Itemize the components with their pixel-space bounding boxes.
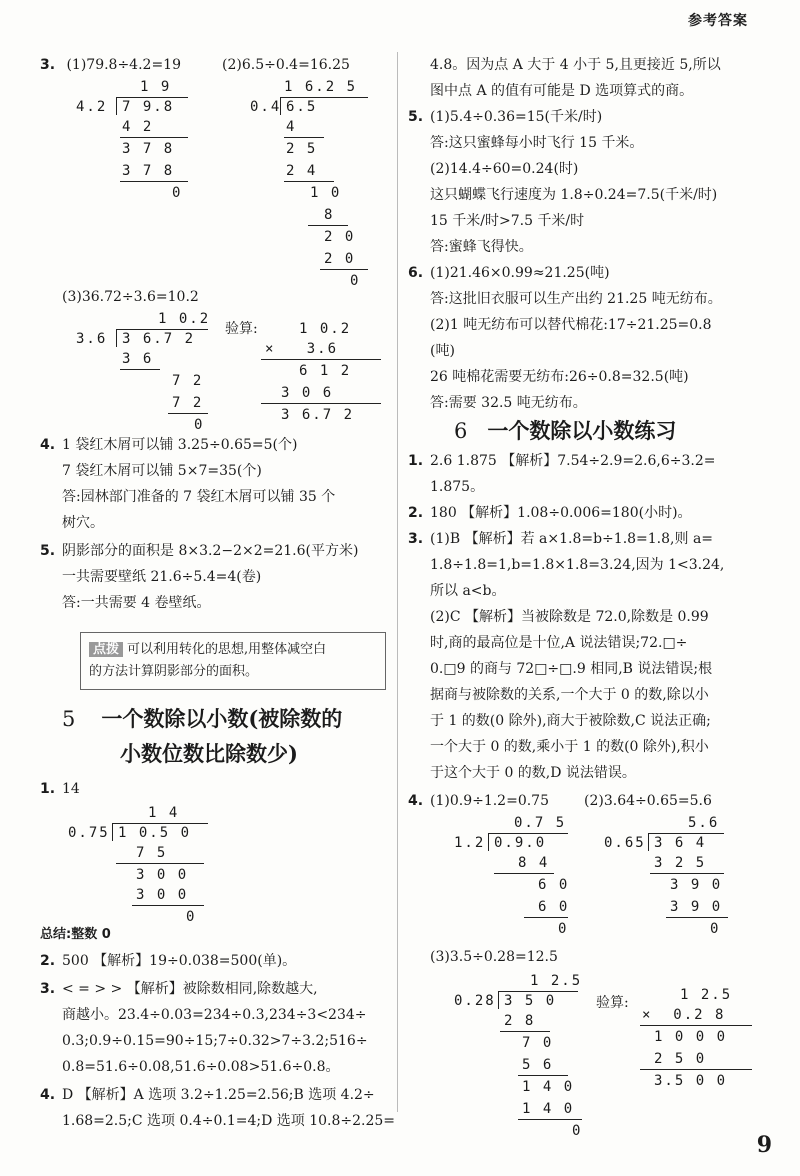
dividend: 0.9.0 — [494, 835, 547, 851]
quotient: 1 4 — [148, 805, 180, 821]
continuation — [408, 52, 721, 104]
page-number: 9 — [756, 1132, 772, 1158]
remainder: 0 — [558, 921, 569, 937]
question-number: 2. — [408, 505, 424, 521]
check-label: 验算: — [225, 321, 258, 337]
q-text: 0.□9 的商与 72□÷□.9 相同,B 说法错误;根 — [430, 661, 713, 677]
divisor: 4.2 — [76, 99, 108, 115]
check-row: × 0.2 8 — [642, 1007, 726, 1023]
q-text: (2)1 吨无纺布可以替代棉花:17÷21.25=0.8 — [430, 317, 712, 333]
page-header — [0, 0, 800, 40]
q-text: 据商与被除数的关系,一个大于 0 的数,除以小 — [430, 687, 709, 703]
check-row: 1 2.5 — [680, 987, 733, 1003]
divisor: 3.6 — [76, 331, 108, 347]
question-number: 1. — [408, 453, 424, 469]
q-text: 26 吨棉花需要无纺布:26÷0.8=32.5(吨) — [430, 369, 689, 385]
check-row: 3 6.7 2 — [281, 407, 355, 423]
check-underline — [640, 1025, 752, 1026]
question-number: 4. — [40, 1087, 56, 1103]
q-line — [40, 976, 368, 1002]
q-line — [408, 448, 716, 474]
tip-text: 的方法计算阴影部分的面积。 — [89, 664, 259, 679]
question-number: 4. — [40, 437, 56, 453]
q4-part2: (2)3.64÷0.65=5.6 — [584, 793, 712, 809]
q-text: 500 【解析】19÷0.038=500(单)。 — [62, 953, 297, 969]
q-text: 答:这只蜜蜂每小时飞行 15 千米。 — [430, 135, 644, 151]
step-row: 3 6 — [122, 351, 154, 367]
division-bracket — [112, 823, 113, 841]
step-underline — [500, 1031, 550, 1032]
step-underline — [524, 917, 568, 918]
q4-part1: (1)0.9÷1.2=0.75 — [430, 793, 549, 809]
section-6-title — [454, 414, 676, 448]
q-text: 15 千米/时>7.5 千米/时 — [430, 213, 585, 229]
step-row: 3 0 0 — [136, 887, 189, 903]
q-text: (1)5.4÷0.36=15(千米/时) — [430, 109, 603, 125]
step-row: 7 2 — [172, 395, 204, 411]
s6-question-3 — [408, 526, 724, 786]
dividend: 3 6 4 — [654, 835, 707, 851]
quotient: 5.6 — [688, 815, 720, 831]
q-text: (1)21.46×0.99≈21.25(吨) — [430, 265, 610, 281]
step-row: 1 4 0 — [522, 1101, 575, 1117]
question-number: 3. — [408, 531, 424, 547]
long-division-5 — [454, 814, 584, 944]
step-underline — [518, 1119, 582, 1120]
q-text: 商越小。23.4÷0.03=234÷0.3,234÷3<234÷ — [62, 1007, 367, 1023]
q3-part3: (3)36.72÷3.6=10.2 — [62, 289, 199, 305]
q-text: 1.8÷1.8=1,b=1.8×1.8=3.24,因为 1<3.24, — [430, 557, 725, 573]
check-row: 6 1 2 — [299, 363, 352, 379]
q4-text: 7 袋红木屑可以铺 5×7=35(个) — [62, 463, 262, 479]
question-number: 4. — [408, 793, 424, 809]
check-row: × 3.6 — [265, 341, 339, 357]
q-text: 1.68=2.5;C 选项 0.4÷0.1=4;D 选项 10.8÷2.25= — [62, 1113, 396, 1129]
long-division-2 — [250, 78, 380, 318]
q-text: 180 【解析】1.08÷0.006=180(小时)。 — [430, 505, 692, 521]
check-label: 验算: — [596, 995, 629, 1011]
division-bracket — [116, 329, 117, 347]
step-row: 7 2 — [172, 373, 204, 389]
section-5-title-line2: 小数位数比除数少) — [120, 741, 298, 766]
step-row: 8 — [324, 207, 335, 223]
q-text: (2)C 【解析】当被除数是 72.0,除数是 0.99 — [430, 609, 709, 625]
step-row: 5 6 — [522, 1057, 554, 1073]
q4-text: 答:园林部门准备的 7 袋红木屑可以铺 35 个 — [62, 489, 336, 505]
check-row: 2 5 0 — [654, 1051, 707, 1067]
step-row: 4 2 — [122, 119, 154, 135]
check-row: 1 0.2 — [299, 321, 352, 337]
check-underline — [261, 359, 381, 360]
step-row: 4 — [286, 119, 297, 135]
q-text: 2.6 1.875 【解析】7.54÷2.9=2.6,6÷3.2= — [430, 453, 716, 469]
quotient: 1 9 — [140, 79, 172, 95]
q-text: (1)B 【解析】若 a×1.8=b÷1.8=1.8,则 a= — [430, 531, 714, 547]
verification-1 — [225, 318, 385, 438]
column-divider — [397, 52, 398, 1112]
long-division-1 — [76, 78, 196, 228]
question-number: 6. — [408, 265, 424, 281]
step-underline — [120, 181, 188, 182]
section-title-line1: 一个数除以小数(被除数的 — [101, 706, 343, 731]
q-text: 0.8=51.6÷0.08,51.6÷0.08>51.6÷0.8。 — [62, 1059, 340, 1075]
q-text: 于 1 的数(0 除外),商大于被除数,C 说法正确; — [430, 713, 711, 729]
quotient: 1 0.2 — [158, 311, 211, 327]
divisor: 0.28 — [454, 993, 496, 1009]
long-division-3 — [76, 310, 226, 440]
step-underline — [168, 413, 208, 414]
answer: 14 — [62, 781, 80, 797]
step-underline — [284, 181, 334, 182]
step-underline — [494, 873, 554, 874]
step-row: 2 8 — [504, 1013, 536, 1029]
remainder: 0 — [710, 921, 721, 937]
step-row: 3 7 8 — [122, 141, 175, 157]
division-bracket — [116, 97, 117, 115]
q-text: 于这个大于 0 的数,D 说法错误。 — [430, 765, 636, 781]
step-row: 1 4 0 — [522, 1079, 575, 1095]
question-5 — [40, 538, 358, 616]
q4-text: 1 袋红木屑可以铺 3.25÷0.65=5(个) — [62, 437, 298, 453]
division-bracket — [648, 833, 649, 851]
step-underline — [120, 369, 160, 370]
tip-text: 可以利用转化的思想,用整体减空白 — [127, 642, 327, 657]
step-row: 8 4 — [518, 855, 550, 871]
step-underline — [132, 905, 204, 906]
check-row: 3 0 6 — [281, 385, 334, 401]
s5-question-3 — [40, 976, 368, 1080]
dividend: 3 6.7 2 — [122, 331, 196, 347]
step-underline — [650, 873, 724, 874]
question-number: 3. — [40, 57, 56, 73]
question-number: 3. — [40, 981, 56, 997]
header-title: 参考答案 — [688, 13, 748, 29]
check-underline — [640, 1069, 752, 1070]
step-row: 2 0 — [324, 251, 356, 267]
step-row: 3 2 5 — [654, 855, 707, 871]
q5-text: 一共需要壁纸 21.6÷5.4=4(卷) — [62, 569, 262, 585]
step-row: 7 0 — [522, 1035, 554, 1051]
question-number: 5. — [40, 543, 56, 559]
section-number: 6 — [454, 419, 468, 443]
remainder: 0 — [572, 1123, 583, 1139]
cont-text: 4.8。因为点 A 大于 4 小于 5,且更接近 5,所以 — [430, 57, 721, 73]
question-6-right — [408, 260, 722, 416]
verification-2 — [596, 982, 766, 1102]
section-title: 一个数除以小数练习 — [487, 418, 677, 443]
step-underline — [120, 137, 188, 138]
division-bracket — [488, 833, 489, 851]
remainder: 0 — [350, 273, 361, 289]
s6-q4-part3: (3)3.5÷0.28=12.5 — [430, 949, 558, 965]
q-text: (吨) — [430, 343, 455, 359]
q5-text: 阴影部分的面积是 8×3.2−2×2=21.6(平方米) — [62, 543, 359, 559]
s6-question-4 — [408, 788, 712, 814]
quotient: 1 2.5 — [530, 973, 583, 989]
step-row: 6 0 — [538, 877, 570, 893]
q-text: 一个大于 0 的数,乘小于 1 的数(0 除外),积小 — [430, 739, 709, 755]
remainder: 0 — [186, 909, 197, 925]
q3-part2: (2)6.5÷0.4=16.25 — [222, 57, 350, 73]
step-row: 2 5 — [286, 141, 318, 157]
question-5-right — [408, 104, 717, 260]
dividend: 1 0.5 0 — [118, 825, 192, 841]
division-bracket — [498, 991, 499, 1009]
section-number: 5 — [62, 707, 76, 731]
check-row: 1 0 0 0 — [654, 1029, 728, 1045]
q-text: 所以 a<b。 — [430, 583, 506, 599]
long-division-7 — [454, 972, 594, 1152]
question-4 — [40, 432, 335, 536]
step-row: 7 5 — [136, 845, 168, 861]
q-text: D 【解析】A 选项 3.2÷1.25=2.56;B 选项 4.2÷ — [62, 1087, 375, 1103]
long-division-6 — [604, 814, 734, 944]
q-text: 答:蜜蜂飞得快。 — [430, 239, 533, 255]
q-text: 时,商的最高位是十位,A 说法错误;72.□÷ — [430, 635, 688, 651]
step-row: 3 9 0 — [670, 899, 723, 915]
step-row: 6 0 — [538, 899, 570, 915]
step-row: 3 0 0 — [136, 867, 189, 883]
s6-question-2 — [408, 500, 692, 526]
q-text: (2)14.4÷60=0.24(时) — [430, 161, 579, 177]
divisor: 0.4 — [250, 99, 282, 115]
cont-text: 图中点 A 的值有可能是 D 选项算式的商。 — [430, 83, 694, 99]
step-underline — [320, 269, 368, 270]
dividend: 6.5 — [286, 99, 318, 115]
step-underline — [116, 863, 204, 864]
q-text: 1.875。 — [430, 479, 485, 495]
q-text: 0.3;0.9÷0.15=90÷15;7÷0.32>7÷3.2;516÷ — [62, 1033, 368, 1049]
q3-part3-line — [62, 284, 199, 310]
s6-question-1 — [408, 448, 716, 500]
step-row: 3 9 0 — [670, 877, 723, 893]
remainder: 0 — [172, 185, 183, 201]
divisor: 0.65 — [604, 835, 646, 851]
quotient: 0.7 5 — [514, 815, 567, 831]
s5-question-1 — [40, 776, 80, 802]
step-row: 3 7 8 — [122, 163, 175, 179]
dividend: 3 5 0 — [504, 993, 557, 1009]
divisor: 1.2 — [454, 835, 486, 851]
q3-part1: (1)79.8÷4.2=19 — [66, 57, 181, 73]
q-line — [40, 1082, 395, 1108]
q-text: 答:这批旧衣服可以生产出约 21.25 吨无纺布。 — [430, 291, 722, 307]
step-row: 2 0 — [324, 229, 356, 245]
step-row: 2 4 — [286, 163, 318, 179]
q-text: 这只蝴蝶飞行速度为 1.8÷0.24=7.5(千米/时) — [430, 187, 718, 203]
question-number: 5. — [408, 109, 424, 125]
q-line — [408, 526, 724, 552]
q-text: < = > > 【解析】被除数相同,除数越大, — [62, 981, 318, 997]
division-bracket — [280, 97, 281, 115]
long-division-4 — [68, 804, 218, 924]
section-5-title — [62, 702, 342, 736]
tip-box — [80, 632, 386, 690]
divisor: 0.75 — [68, 825, 110, 841]
remainder: 0 — [194, 417, 205, 433]
check-underline — [261, 403, 381, 404]
q-line — [408, 260, 722, 286]
q-text: 答:需要 32.5 吨无纺布。 — [430, 395, 587, 411]
q5-line — [40, 538, 358, 564]
dividend: 7 9.8 — [122, 99, 175, 115]
tip-tag: 点拨 — [89, 642, 123, 657]
q4-line — [40, 432, 335, 458]
question-3-line — [40, 52, 350, 78]
s5-question-2 — [40, 948, 296, 974]
step-underline — [518, 1075, 568, 1076]
summary: 总结:整数 0 — [40, 927, 111, 942]
step-underline — [284, 137, 324, 138]
s5-question-4 — [40, 1082, 395, 1134]
quotient: 1 6.2 5 — [284, 79, 358, 95]
step-underline — [308, 225, 348, 226]
step-underline — [666, 917, 728, 918]
q4-text: 树穴。 — [62, 515, 104, 531]
question-number: 1. — [40, 781, 56, 797]
question-number: 2. — [40, 953, 56, 969]
step-row: 1 0 — [310, 185, 342, 201]
q-line — [408, 104, 717, 130]
q5-text: 答:一共需要 4 卷壁纸。 — [62, 595, 211, 611]
check-row: 3.5 0 0 — [654, 1073, 728, 1089]
